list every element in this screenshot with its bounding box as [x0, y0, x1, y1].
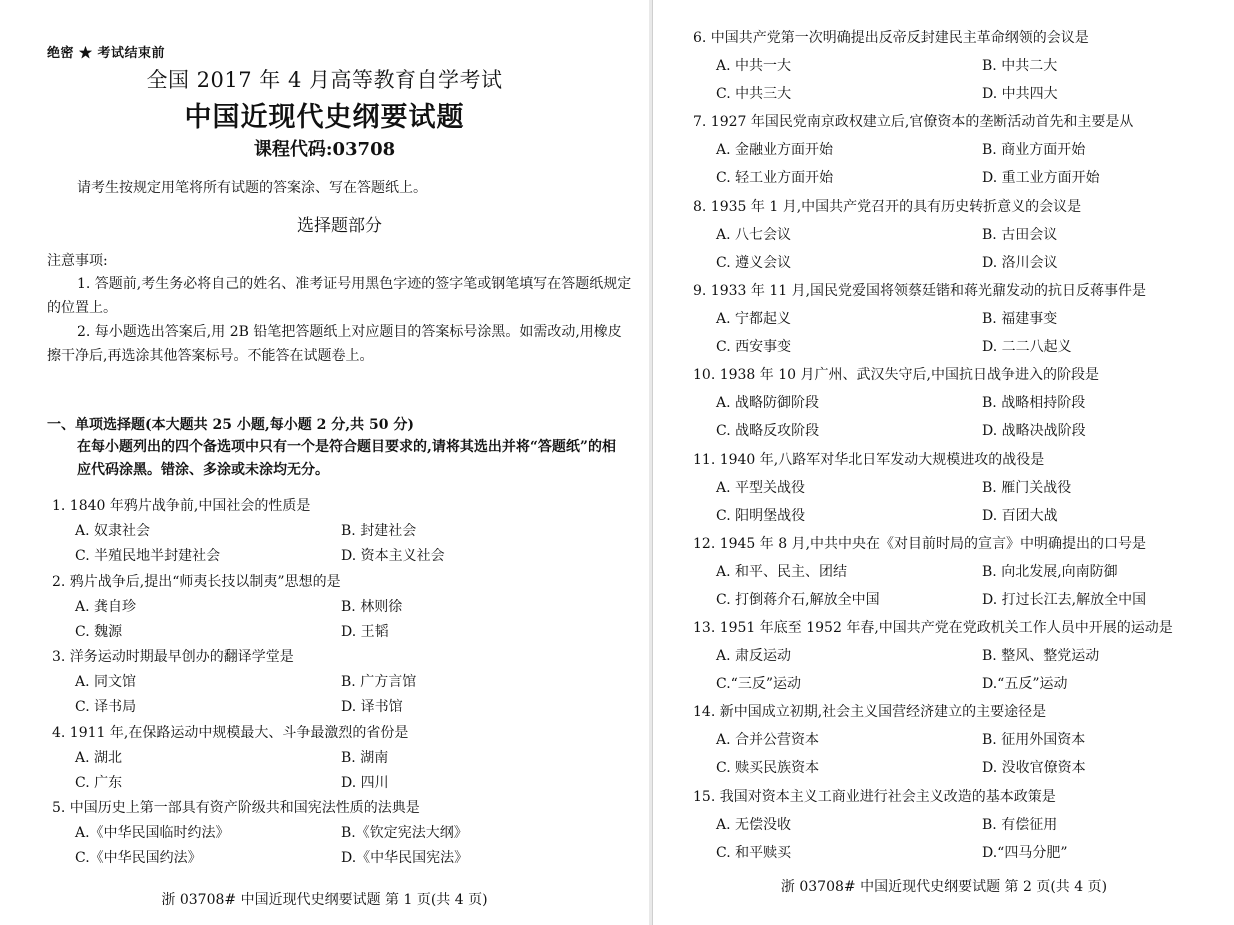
answer-option: C. 中共三大: [716, 86, 792, 102]
answer-option: B. 雁门关战役: [982, 479, 1072, 496]
question-stem: 2. 鸦片战争后,提出“师夷长技以制夷”思想的是: [52, 573, 341, 590]
answer-option: C. 广东: [75, 774, 123, 791]
page-footer: 浙 03708# 中国近现代史纲要试题 第 2 页(共 4 页): [780, 879, 1108, 895]
question-stem: 3. 洋务运动时期最早创办的翻译学堂是: [52, 649, 294, 665]
answer-option: D. 重工业方面开始: [982, 170, 1100, 187]
note-item: 1. 答题前,考生务必将自己的姓名、准考证号用黑色字迹的签字笔或钢笔填写在答题纸规定的位置上。: [47, 276, 632, 316]
answer-option: C. 译书局: [75, 699, 137, 715]
answer-option: A. 合并公营资本: [716, 732, 820, 749]
question-stem: 9. 1933 年 11 月,国民党爱国将领蔡廷锴和蒋光鼐发动的抗日反蒋事件是: [693, 282, 1147, 299]
part-heading: 选择题部分: [297, 216, 382, 236]
answer-option: D. 洛川会议: [982, 254, 1058, 271]
subject-title: 中国近现代史纲要试题: [184, 102, 465, 133]
answer-option: D. 战略决战阶段: [982, 423, 1086, 440]
answer-option: C. 战略反攻阶段: [716, 423, 820, 440]
general-instruction: 请考生按规定用笔将所有试题的答案涂、写在答题纸上。: [77, 180, 427, 196]
note-item: 2. 每小题选出答案后,用 2B 铅笔把答题纸上对应题目的答案标号涂黑。如需改动,用橡皮擦干净后,再选涂其他答案标号。不能答在试题卷上。: [47, 324, 622, 364]
answer-option: D.“五反”运动: [982, 676, 1068, 693]
answer-option: A. 同文馆: [75, 674, 137, 690]
answer-option: C.“三反”运动: [716, 676, 801, 693]
answer-option: A. 和平、民主、团结: [716, 563, 848, 580]
answer-option: B. 整风、整党运动: [982, 648, 1100, 665]
question-stem: 8. 1935 年 1 月,中国共产党召开的具有历史转折意义的会议是: [693, 198, 1082, 215]
question-stem: 1. 1840 年鸦片战争前,中国社会的性质是: [52, 498, 311, 514]
answer-option: C. 赎买民族资本: [716, 760, 820, 777]
exam-title: 全国 2017 年 4 月高等教育自学考试: [146, 68, 503, 92]
answer-option: B. 封建社会: [341, 523, 417, 539]
answer-option: A. 金融业方面开始: [716, 142, 834, 159]
course-code: 课程代码:03708: [253, 139, 396, 160]
answer-option: A. 肃反运动: [716, 648, 792, 665]
answer-option: C. 遵义会议: [716, 254, 792, 271]
answer-option: D. 二二八起义: [982, 338, 1072, 355]
answer-option: C. 打倒蒋介石,解放全中国: [716, 591, 880, 608]
answer-option: C. 魏源: [75, 623, 123, 640]
answer-option: B. 古田会议: [982, 226, 1058, 243]
answer-option: D.“四马分肥”: [982, 844, 1068, 861]
answer-option: D. 四川: [341, 774, 389, 791]
exam-page-2: [652, 0, 1234, 925]
answer-option: B. 广方言馆: [341, 674, 417, 690]
answer-option: C.《中华民国约法》: [75, 850, 202, 866]
question-stem: 7. 1927 年国民党南京政权建立后,官僚资本的垄断活动首先和主要是从: [693, 114, 1134, 131]
section-description: 在每小题列出的四个备选项中只有一个是符合题目要求的,请将其选出并将“答题纸”的相应代码涂黑。错涂、多涂或未涂均无分。: [77, 439, 616, 478]
question-stem: 12. 1945 年 8 月,中共中央在《对目前时局的宣言》中明确提出的口号是: [693, 535, 1147, 552]
answer-option: A. 宁都起义: [716, 310, 792, 327]
question-stem: 5. 中国历史上第一部具有资产阶级共和国宪法性质的法典是: [52, 800, 420, 816]
answer-option: D. 王韬: [341, 623, 389, 640]
answer-option: A. 八七会议: [716, 226, 792, 243]
answer-option: B. 湖南: [341, 749, 389, 766]
answer-option: A. 龚自珍: [75, 598, 137, 615]
section-title: 一、单项选择题(本大题共 25 小题,每小题 2 分,共 50 分): [47, 417, 414, 433]
answer-option: D.《中华民国宪法》: [341, 850, 469, 866]
answer-option: D. 百团大战: [982, 507, 1058, 524]
answer-option: B. 有偿征用: [982, 816, 1058, 833]
answer-option: C. 西安事变: [716, 338, 792, 355]
answer-option: B. 福建事变: [982, 310, 1058, 327]
answer-option: D. 打过长江去,解放全中国: [982, 591, 1147, 608]
answer-option: B. 商业方面开始: [982, 142, 1086, 159]
answer-option: A. 奴隶社会: [75, 523, 151, 539]
answer-option: C. 轻工业方面开始: [716, 170, 834, 187]
notes-title: 注意事项:: [47, 253, 108, 269]
answer-option: C. 和平赎买: [716, 844, 792, 861]
answer-option: C. 半殖民地半封建社会: [75, 548, 221, 564]
answer-option: B.《钦定宪法大纲》: [341, 825, 468, 841]
answer-option: A. 湖北: [75, 749, 123, 766]
question-stem: 4. 1911 年,在保路运动中规模最大、斗争最激烈的省份是: [52, 724, 409, 741]
answer-option: D. 没收官僚资本: [982, 760, 1086, 777]
answer-option: A. 中共一大: [716, 58, 792, 74]
question-stem: 13. 1951 年底至 1952 年春,中国共产党在党政机关工作人员中开展的运动是: [693, 620, 1173, 637]
question-stem: 11. 1940 年,八路军对华北日军发动大规模进攻的战役是: [693, 451, 1045, 468]
question-stem: 14. 新中国成立初期,社会主义国营经济建立的主要途径是: [693, 704, 1047, 721]
answer-option: A. 战略防御阶段: [716, 395, 820, 412]
answer-option: D. 资本主义社会: [341, 548, 445, 564]
answer-option: B. 林则徐: [341, 598, 403, 615]
question-stem: 6. 中国共产党第一次明确提出反帝反封建民主革命纲领的会议是: [693, 30, 1089, 46]
answer-option: A. 平型关战役: [716, 479, 806, 496]
answer-option: D. 译书馆: [341, 699, 403, 715]
answer-option: A.《中华民国临时约法》: [75, 825, 230, 841]
answer-option: B. 向北发展,向南防御: [982, 563, 1118, 580]
answer-option: A. 无偿没收: [716, 816, 792, 833]
question-stem: 10. 1938 年 10 月广州、武汉失守后,中国抗日战争进入的阶段是: [693, 367, 1099, 384]
page-footer: 浙 03708# 中国近现代史纲要试题 第 1 页(共 4 页): [161, 892, 488, 908]
answer-option: C. 阳明堡战役: [716, 507, 806, 524]
answer-option: B. 征用外国资本: [982, 732, 1086, 749]
answer-option: B. 中共二大: [982, 58, 1058, 74]
answer-option: B. 战略相持阶段: [982, 395, 1086, 412]
answer-option: D. 中共四大: [982, 86, 1058, 102]
question-stem: 15. 我国对资本主义工商业进行社会主义改造的基本政策是: [693, 788, 1056, 805]
secret-label: 绝密 ★ 考试结束前: [47, 46, 166, 61]
